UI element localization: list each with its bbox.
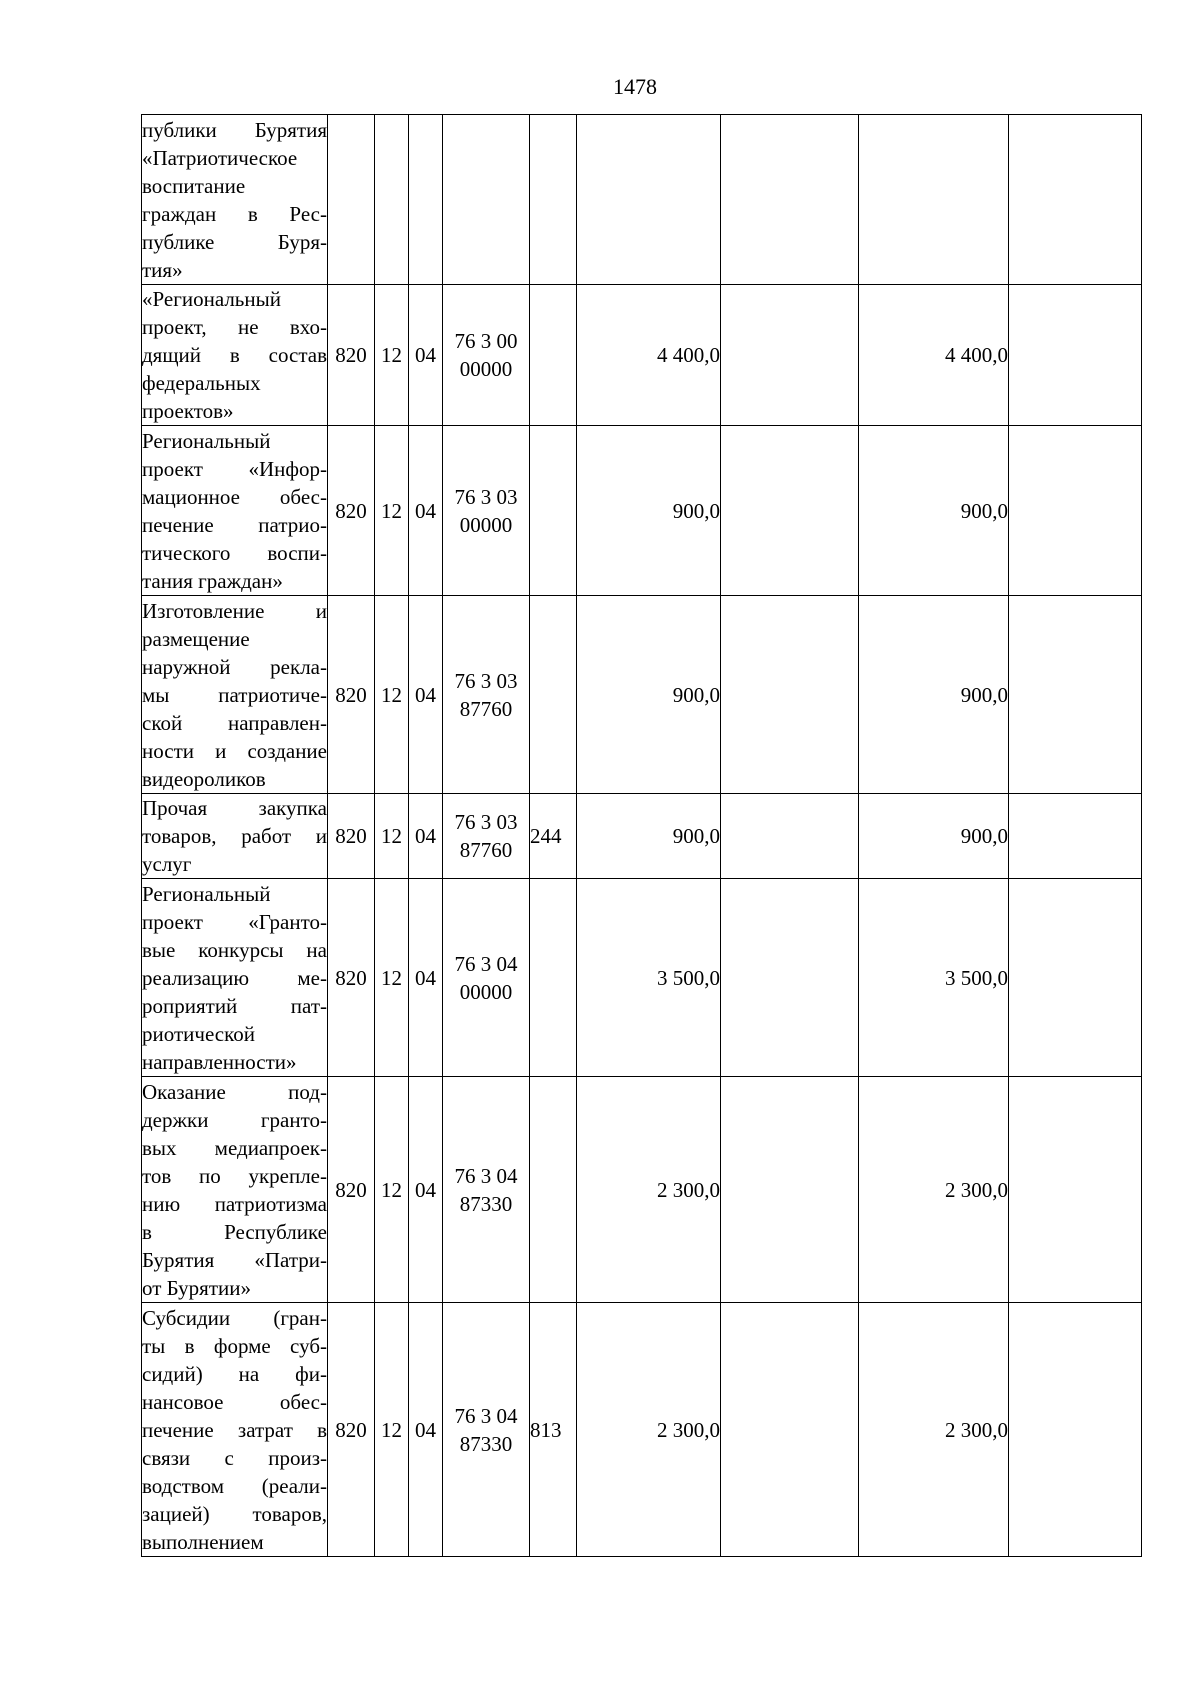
row-name-line: нию патриотизма — [142, 1191, 327, 1216]
row-name-line: зацией) товаров, — [142, 1501, 327, 1526]
vr-cell — [530, 1077, 577, 1303]
pr-cell: 04 — [409, 794, 443, 879]
row-name-line: в Республике — [142, 1219, 327, 1244]
gr-cell: 820 — [328, 794, 375, 879]
table-row — [142, 596, 1142, 794]
row-name-line: тов по укрепле- — [142, 1163, 327, 1188]
row-name-line: Изготовление и — [142, 598, 327, 623]
rz-cell — [375, 115, 409, 285]
sum-2-cell — [721, 285, 859, 426]
table-row — [142, 794, 1142, 879]
csr-line-2: 87760 — [459, 696, 513, 721]
table-row — [142, 115, 1142, 285]
vr-cell — [530, 115, 577, 285]
table-row — [142, 1077, 1142, 1303]
row-name-line: публики Бурятия — [142, 117, 327, 142]
sum-2-cell — [721, 879, 859, 1077]
csr-cell — [443, 115, 530, 285]
rz-cell: 12 — [375, 1077, 409, 1303]
row-name-line: проект «Гранто- — [142, 909, 327, 934]
row-name-line: товаров, работ и — [142, 824, 327, 848]
sum-3-cell — [859, 115, 1009, 285]
sum-4-cell — [1009, 794, 1142, 879]
table-row — [142, 426, 1142, 596]
rz-cell: 12 — [375, 596, 409, 794]
pr-cell: 04 — [409, 879, 443, 1077]
row-name-line: проект «Инфор- — [142, 456, 327, 481]
csr-cell — [443, 1303, 530, 1557]
row-name-line: федеральных — [142, 371, 261, 395]
sum-2-cell — [721, 115, 859, 285]
gr-cell: 820 — [328, 879, 375, 1077]
sum-2-cell — [721, 1077, 859, 1303]
row-name-line: ности и создание — [142, 738, 327, 763]
row-name-line: вых медиапроек- — [142, 1135, 327, 1160]
row-name-line: водством (реали- — [142, 1473, 327, 1498]
sum-1-cell: 900,0 — [577, 426, 721, 596]
csr-cell — [443, 596, 530, 794]
sum-1-cell — [577, 115, 721, 285]
sum-1-cell: 2 300,0 — [577, 1303, 721, 1557]
csr-cell — [443, 285, 530, 426]
row-name-line: Региональный — [142, 881, 271, 906]
row-name-cell — [142, 879, 328, 1077]
csr-line-2: 87330 — [459, 1431, 513, 1456]
csr-cell — [443, 426, 530, 596]
row-name-line: публике Буря- — [142, 229, 327, 254]
row-name-line: Субсидии (гран- — [142, 1305, 327, 1330]
row-name-line: Оказание под- — [142, 1079, 327, 1104]
row-name-line: Региональный — [142, 428, 271, 453]
csr-line-1: 76 3 03 — [454, 810, 518, 834]
sum-4-cell — [1009, 879, 1142, 1077]
row-name-line: тания граждан» — [142, 568, 283, 593]
sum-3-cell: 4 400,0 — [859, 285, 1009, 426]
csr-line-1: 76 3 04 — [454, 951, 518, 976]
row-name-cell — [142, 1303, 328, 1557]
row-name-line: реализацию ме- — [142, 965, 327, 990]
vr-cell: 813 — [530, 1303, 577, 1557]
row-name-cell — [142, 285, 328, 426]
sum-3-cell: 900,0 — [859, 426, 1009, 596]
sum-1-cell: 4 400,0 — [577, 285, 721, 426]
budget-table — [141, 114, 1142, 1557]
rz-cell: 12 — [375, 879, 409, 1077]
row-name-cell — [142, 426, 328, 596]
csr-cell — [443, 794, 530, 879]
row-name-cell — [142, 596, 328, 794]
csr-line-1: 76 3 04 — [454, 1163, 518, 1188]
vr-cell — [530, 426, 577, 596]
gr-cell: 820 — [328, 285, 375, 426]
csr-line-2: 00000 — [459, 512, 513, 537]
csr-line-1: 76 3 00 — [454, 329, 518, 353]
gr-cell: 820 — [328, 426, 375, 596]
vr-cell: 244 — [530, 794, 577, 879]
sum-1-cell: 900,0 — [577, 596, 721, 794]
row-name-line: Прочая закупка — [142, 796, 327, 820]
csr-line-2: 00000 — [459, 357, 513, 381]
rz-cell: 12 — [375, 285, 409, 426]
rz-cell: 12 — [375, 426, 409, 596]
row-name-line: проект, не вхо- — [142, 315, 327, 339]
csr-line-2: 87760 — [459, 838, 513, 862]
csr-line-1: 76 3 03 — [454, 484, 518, 509]
csr-line-1: 76 3 04 — [454, 1403, 518, 1428]
csr-cell — [443, 1077, 530, 1303]
rz-cell: 12 — [375, 794, 409, 879]
sum-2-cell — [721, 596, 859, 794]
row-name-line: риотической — [142, 1021, 255, 1046]
row-name-cell — [142, 115, 328, 285]
row-name-line: роприятий пат- — [142, 993, 327, 1018]
row-name-line: ты в форме суб- — [142, 1333, 327, 1358]
sum-3-cell: 900,0 — [859, 596, 1009, 794]
row-name-line: печение затрат в — [142, 1417, 327, 1442]
row-name-line: воспитание — [142, 173, 246, 198]
pr-cell — [409, 115, 443, 285]
sum-4-cell — [1009, 1077, 1142, 1303]
row-name-line: граждан в Рес- — [142, 201, 327, 226]
row-name-line: держки гранто- — [142, 1107, 327, 1132]
row-name-cell — [142, 794, 328, 879]
sum-1-cell: 2 300,0 — [577, 1077, 721, 1303]
table-row — [142, 1303, 1142, 1557]
gr-cell: 820 — [328, 1303, 375, 1557]
pr-cell: 04 — [409, 596, 443, 794]
sum-1-cell: 900,0 — [577, 794, 721, 879]
row-name-line: «Региональный — [142, 287, 281, 311]
row-name-line: выполнением — [142, 1529, 264, 1554]
row-name-line: направленности» — [142, 1049, 297, 1074]
row-name-line: мационное обес- — [142, 484, 327, 509]
row-name-line: связи с произ- — [142, 1445, 327, 1470]
sum-4-cell — [1009, 426, 1142, 596]
gr-cell: 820 — [328, 596, 375, 794]
vr-cell — [530, 596, 577, 794]
sum-1-cell: 3 500,0 — [577, 879, 721, 1077]
csr-line-2: 00000 — [459, 979, 513, 1004]
sum-4-cell — [1009, 596, 1142, 794]
row-name-line: размещение — [142, 626, 250, 651]
row-name-line: видеороликов — [142, 766, 266, 791]
csr-line-2: 87330 — [459, 1191, 513, 1216]
sum-2-cell — [721, 426, 859, 596]
sum-3-cell: 2 300,0 — [859, 1077, 1009, 1303]
sum-3-cell: 900,0 — [859, 794, 1009, 879]
vr-cell — [530, 879, 577, 1077]
pr-cell: 04 — [409, 426, 443, 596]
sum-4-cell — [1009, 1303, 1142, 1557]
row-name-line: печение патрио- — [142, 512, 327, 537]
row-name-cell — [142, 1077, 328, 1303]
row-name-line: Бурятия «Патри- — [142, 1247, 327, 1272]
rz-cell: 12 — [375, 1303, 409, 1557]
row-name-line: вые конкурсы на — [142, 937, 327, 962]
row-name-line: тического воспи- — [142, 540, 327, 565]
row-name-line: наружной рекла- — [142, 654, 327, 679]
csr-line-1: 76 3 03 — [454, 668, 518, 693]
table-body — [142, 115, 1142, 1557]
row-name-line: дящий в состав — [142, 343, 327, 367]
sum-2-cell — [721, 794, 859, 879]
sum-2-cell — [721, 1303, 859, 1557]
row-name-line: нансовое обес- — [142, 1389, 327, 1414]
vr-cell — [530, 285, 577, 426]
row-name-line: проектов» — [142, 399, 234, 423]
gr-cell: 820 — [328, 1077, 375, 1303]
row-name-line: от Бурятии» — [142, 1275, 251, 1300]
gr-cell — [328, 115, 375, 285]
row-name-line: услуг — [142, 852, 192, 876]
row-name-line: тия» — [142, 257, 183, 282]
sum-3-cell: 3 500,0 — [859, 879, 1009, 1077]
sum-4-cell — [1009, 285, 1142, 426]
table-row — [142, 285, 1142, 426]
sum-4-cell — [1009, 115, 1142, 285]
page-number: 1478 — [613, 74, 657, 99]
csr-cell — [443, 879, 530, 1077]
pr-cell: 04 — [409, 1303, 443, 1557]
row-name-line: сидий) на фи- — [142, 1361, 327, 1386]
pr-cell: 04 — [409, 285, 443, 426]
sum-3-cell: 2 300,0 — [859, 1303, 1009, 1557]
row-name-line: «Патриотическое — [142, 145, 298, 170]
pr-cell: 04 — [409, 1077, 443, 1303]
table-row — [142, 879, 1142, 1077]
row-name-line: мы патриотиче- — [142, 682, 327, 707]
row-name-line: ской направлен- — [142, 710, 327, 735]
